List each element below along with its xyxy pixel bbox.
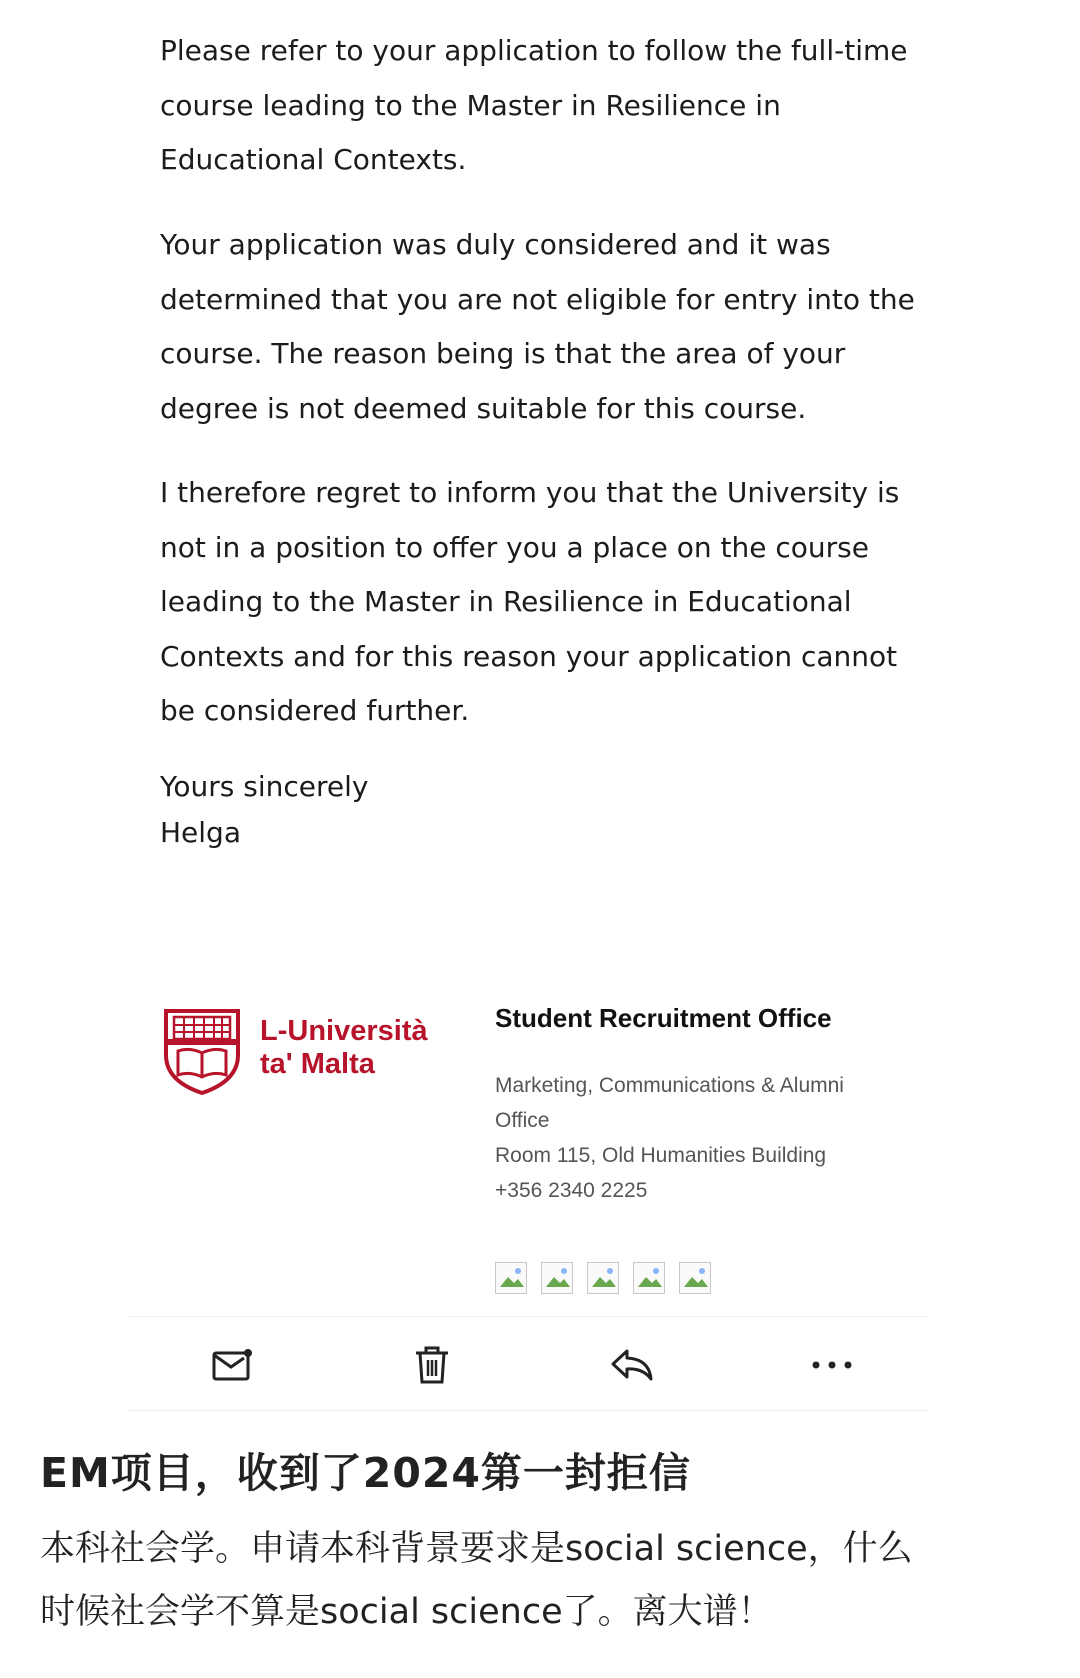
mark-unread-button[interactable] [204,1340,260,1390]
broken-image-icon[interactable] [633,1262,665,1294]
university-crest-icon [160,1005,244,1097]
email-line: Educational Contexts. [160,143,467,176]
closing-text: Yours sincerely [160,770,369,803]
office-phone[interactable]: +356 2340 2225 [495,1179,648,1202]
signer-name: Helga [160,816,241,849]
broken-image-icon[interactable] [679,1262,711,1294]
broken-image-icon[interactable] [495,1262,527,1294]
email-closing [160,764,368,856]
office-title: Student Recruitment Office [495,1003,832,1033]
post-title: EM项目，收到了2024第一封拒信 [40,1449,691,1497]
email-line: course. The reason being is that the area of your [160,337,846,370]
email-paragraph-2 [160,218,920,436]
delete-button[interactable] [404,1340,460,1390]
office-details [495,1068,915,1208]
university-logo [160,1005,450,1105]
mark-unread-icon [210,1345,254,1385]
office-address: Room 115, Old Humanities Building [495,1144,827,1167]
delete-icon [412,1344,452,1386]
toolbar-divider-bottom [128,1410,928,1411]
email-line: I therefore regret to inform you that the University is [160,476,900,509]
post-body-line: 时候社会学不算是social science了。离大谱！ [40,1592,773,1632]
email-line: course leading to the Master in Resilience in [160,88,781,122]
logo-line-2: ta' Malta [260,1048,375,1080]
email-line: degree is not deemed suitable for this course. [160,391,807,425]
reply-button[interactable] [604,1340,660,1390]
social-links [495,1262,711,1294]
more-icon [810,1359,854,1371]
reply-icon [609,1345,655,1385]
email-line: determined that you are not eligible for entry into the [160,282,915,316]
broken-image-icon[interactable] [541,1262,573,1294]
dept-line-2: Office [495,1109,550,1132]
email-line: leading to the Master in Resilience in Educational [160,585,852,618]
post-body [40,1518,1050,1644]
mail-action-toolbar [128,1330,928,1400]
email-line: be considered further. [160,694,470,727]
more-button[interactable] [804,1340,860,1390]
email-paragraph-1 [160,24,920,188]
toolbar-divider-top [128,1316,928,1317]
email-line: Your application was duly considered and it was [160,228,831,261]
email-line: Please refer to your application to follow the full-time [160,34,908,67]
logo-line-1: L-Università [260,1015,428,1047]
broken-image-icon[interactable] [587,1262,619,1294]
dept-line-1: Marketing, Communications & Alumni [495,1074,844,1097]
email-line: Contexts and for this reason your application cannot [160,639,898,673]
email-paragraph-3 [160,466,920,739]
email-line: not in a position to offer you a place on the course [160,530,869,564]
post-body-line: 本科社会学。申请本科背景要求是social science，什么 [40,1529,913,1569]
